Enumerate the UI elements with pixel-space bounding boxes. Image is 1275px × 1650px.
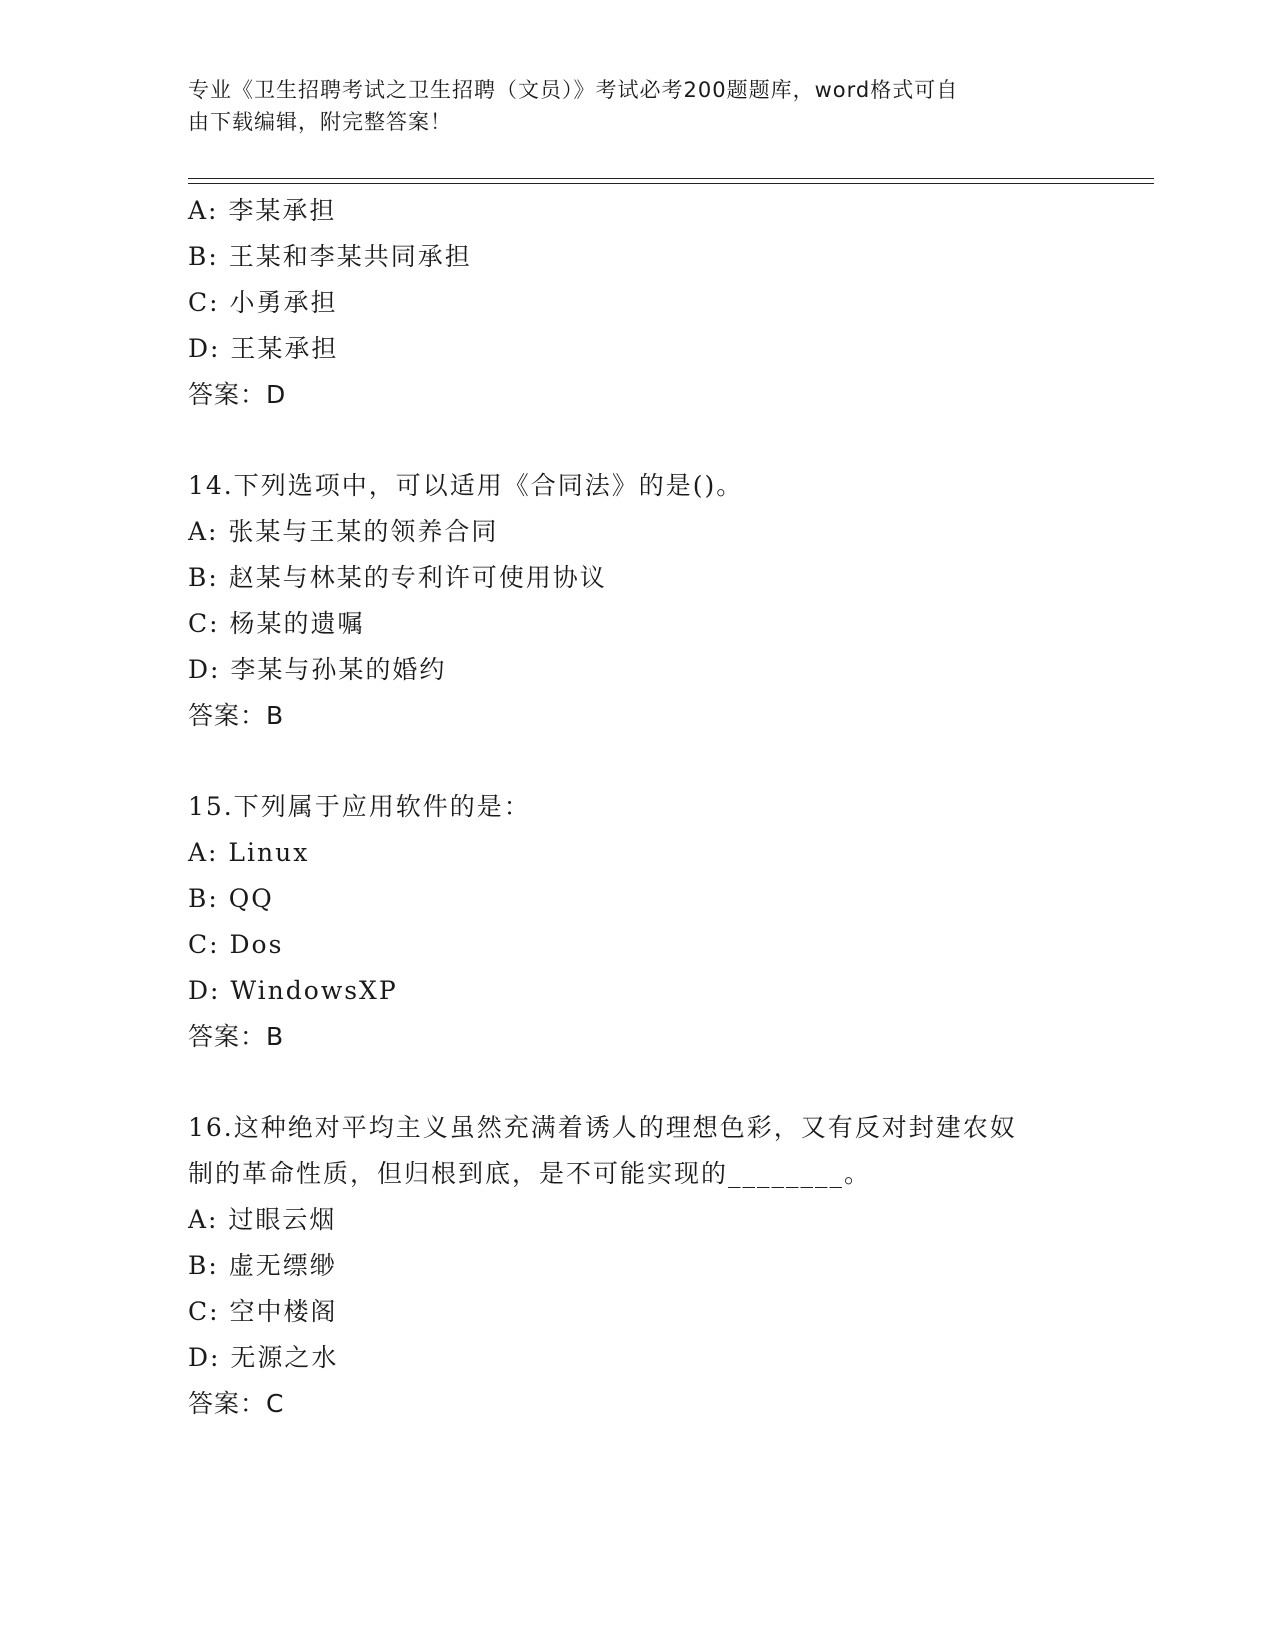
option-b: B: 赵某与林某的专利许可使用协议 [188, 563, 607, 592]
document-header [188, 74, 1068, 138]
question-16 [188, 1105, 1088, 1427]
header-line-2: 由下载编辑，附完整答案！ [188, 110, 452, 134]
spacer [188, 418, 1088, 463]
option-d: D: 李某与孙某的婚约 [188, 655, 447, 684]
question-text: 14.下列选项中，可以适用《合同法》的是()。 [188, 471, 744, 500]
question-13 [188, 188, 1088, 418]
option-b: B: QQ [188, 884, 274, 913]
option-a: A: 过眼云烟 [188, 1205, 337, 1234]
question-text: 15.下列属于应用软件的是： [188, 792, 531, 821]
answer-line: 答案：C [188, 1389, 285, 1418]
header-line-1: 专业《卫生招聘考试之卫生招聘（文员）》考试必考200题题库，word格式可自 [188, 78, 959, 102]
question-text-line-2: 制的革命性质，但归根到底，是不可能实现的________。 [188, 1159, 872, 1188]
option-b: B: 王某和李某共同承担 [188, 242, 472, 271]
option-a: A: 张某与王某的领养合同 [188, 517, 499, 546]
option-b: B: 虚无缥缈 [188, 1251, 337, 1280]
question-14 [188, 463, 1088, 739]
question-text-line-1: 16.这种绝对平均主义虽然充满着诱人的理想色彩，又有反对封建农奴 [188, 1113, 1017, 1142]
option-c: C: 杨某的遗嘱 [188, 609, 365, 638]
answer-line: 答案：D [188, 380, 287, 409]
option-c: C: 空中楼阁 [188, 1297, 338, 1326]
header-divider-bottom [188, 183, 1154, 184]
option-c: C: Dos [188, 930, 284, 959]
answer-line: 答案：B [188, 701, 285, 730]
header-divider-top [188, 178, 1154, 179]
spacer [188, 1060, 1088, 1105]
option-a: A: 李某承担 [188, 196, 337, 225]
option-d: D: 王某承担 [188, 334, 339, 363]
question-15 [188, 784, 1088, 1060]
option-c: C: 小勇承担 [188, 288, 338, 317]
question-list [188, 188, 1088, 1427]
answer-line: 答案：B [188, 1022, 285, 1051]
option-d: D: 无源之水 [188, 1343, 339, 1372]
spacer [188, 739, 1088, 784]
option-d: D: WindowsXP [188, 976, 398, 1005]
option-a: A: Linux [188, 838, 310, 867]
